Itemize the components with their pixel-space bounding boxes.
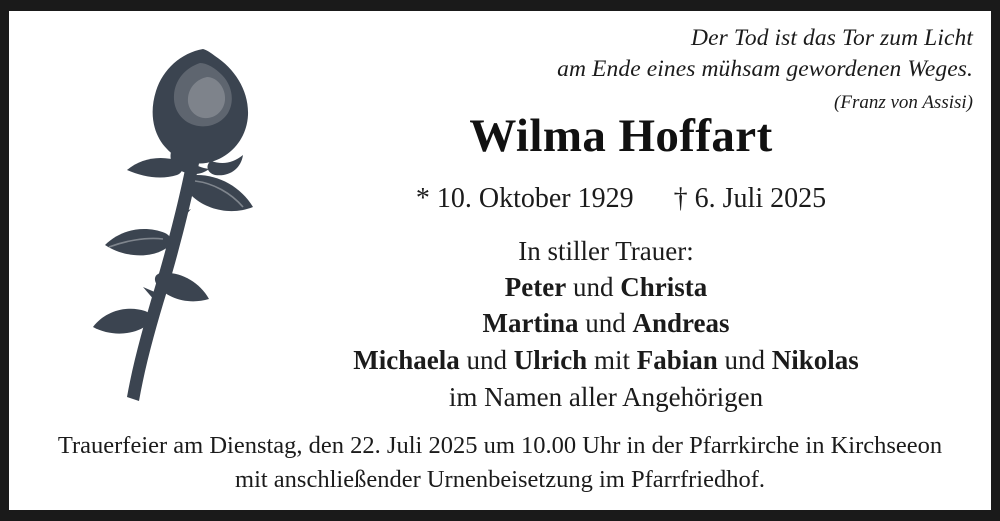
preposition: mit [587,344,637,375]
quote-line-2: am Ende eines mühsam gewordenen Weges. [557,56,973,83]
death-symbol: † [673,183,688,214]
birth-date: 10. Oktober 1929 [436,183,634,214]
mourner-fabian: Fabian [636,344,718,375]
quote-block [557,23,973,115]
conjunction: und [566,272,621,303]
service-line-2: mit anschließender Urnenbeisetzung im Pfarrfriedhof. [235,465,765,493]
mourners-closing: im Namen aller Angehörigen [448,381,764,412]
obituary-inner [9,11,991,510]
deceased-name: Wilma Hoffart [469,110,773,162]
rose-illustration [57,25,267,415]
death-date: 6. Juli 2025 [694,183,827,214]
service-details [19,429,981,496]
mourner-ulrich: Ulrich [513,344,588,375]
mourner-martina: Martina [482,308,579,339]
mourners-block [239,233,973,416]
mourner-nikolas: Nikolas [771,344,859,375]
quote-line-1: Der Tod ist das Tor zum Licht [691,25,973,51]
mourner-christa: Christa [620,272,708,303]
mourner-andreas: Andreas [632,308,730,339]
quote-attribution: (Franz von Assisi) [834,92,973,114]
conjunction: und [578,308,633,339]
mourner-michaela: Michaela [353,344,460,375]
mourners-intro: In stiller Trauer: [518,236,694,266]
mourners-line-3 [239,342,973,378]
conjunction: und [459,344,514,375]
birth-symbol: * [415,183,430,214]
mourners-line-1 [239,269,973,305]
life-dates [269,183,973,215]
mourner-peter: Peter [504,272,567,303]
mourners-line-2 [239,305,973,341]
conjunction: und [717,344,772,375]
service-line-1: Trauerfeier am Dienstag, den 22. Juli 2025 um 10.00 Uhr in der Pfarrkirche in Kirchseeon [57,432,943,460]
